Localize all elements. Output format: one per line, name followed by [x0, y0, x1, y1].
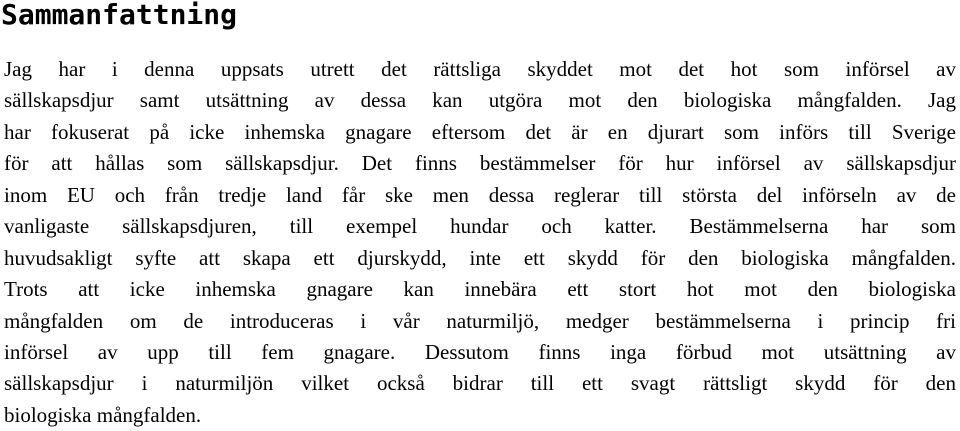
paragraph-line: biologiska mångfalden. [4, 402, 202, 427]
paragraph-line: huvudsakligt syfte att skapa ett djurskydd, inte ett skydd för den biologiska mångfalden. [4, 245, 956, 270]
paragraph-line: mångfalden om de introduceras i vår naturmiljö, medger bestämmelserna i princip fri [4, 308, 956, 333]
paragraph-line: införsel av upp till fem gnagare. Dessutom finns inga förbud mot utsättning av [4, 339, 956, 364]
summary-paragraph [4, 54, 956, 431]
paragraph-line: inom EU och från tredje land får ske men dessa reglerar till största del införseln av de [4, 182, 956, 207]
section-heading: Sammanfattning [1, 0, 238, 31]
paragraph-line: vanligaste sällskapsdjuren, till exempel hundar och katter. Bestämmelserna har som [4, 214, 956, 239]
paragraph-line: Trots att icke inhemska gnagare kan innebära ett stort hot mot den biologiska [4, 277, 956, 302]
paragraph-line: Jag har i denna uppsats utrett det rättsliga skyddet mot det hot som införsel av [4, 57, 956, 81]
paragraph-line: sällskapsdjur samt utsättning av dessa kan utgöra mot den biologiska mångfalden. Jag [4, 88, 956, 113]
paragraph-line: sällskapsdjur i naturmiljön vilket också bidrar till ett svagt rättsligt skydd för den [4, 371, 956, 396]
paragraph-line: har fokuserat på icke inhemska gnagare eftersom det är en djurart som införs till Sverige [4, 119, 956, 144]
paragraph-line: för att hållas som sällskapsdjur. Det finns bestämmelser för hur införsel av sällskapsdjur [4, 151, 956, 176]
